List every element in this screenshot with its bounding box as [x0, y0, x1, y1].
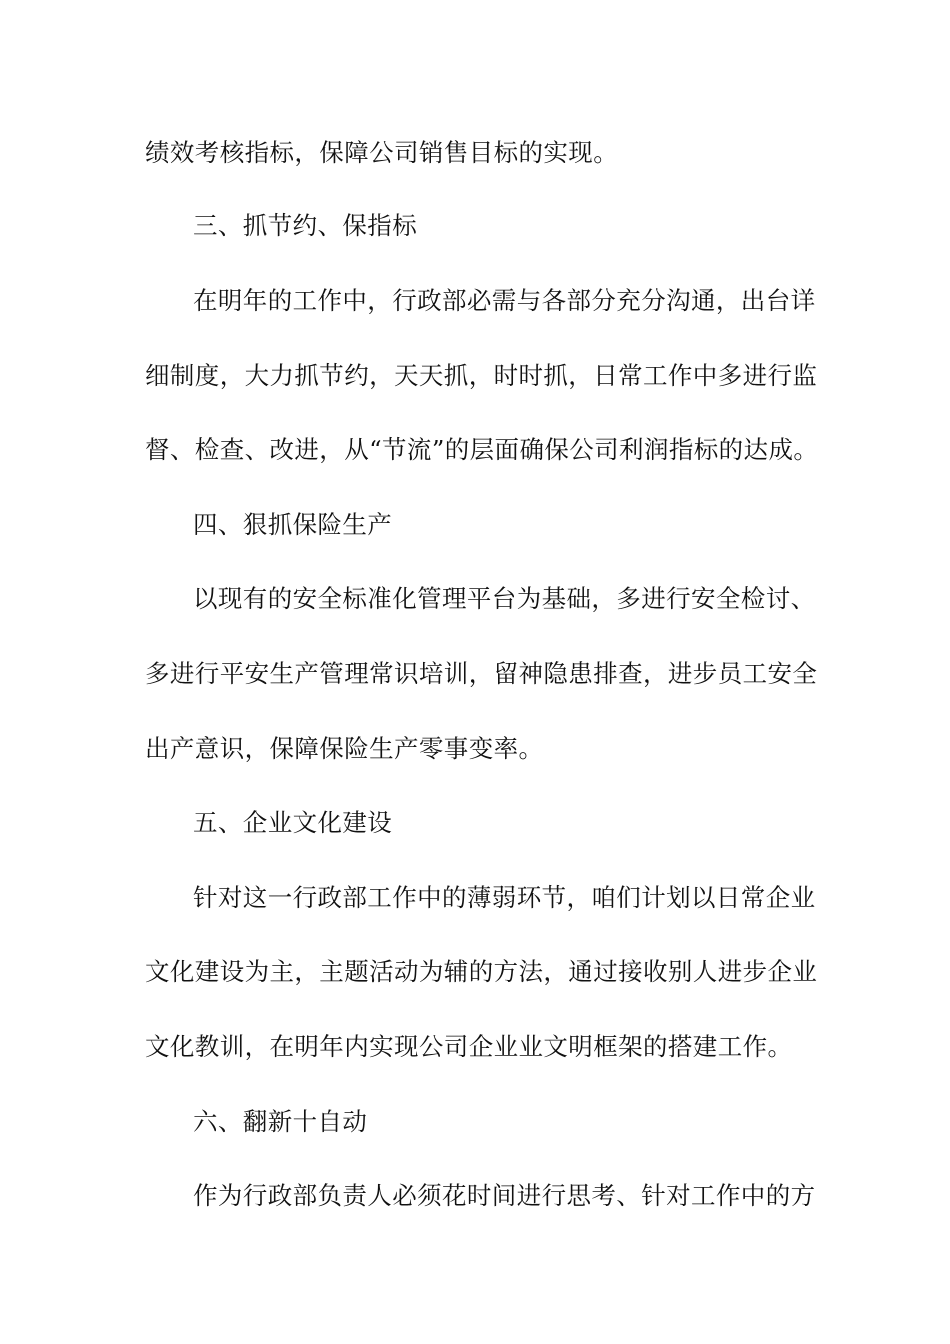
body-text-line: 多进行平安生产管理常识培训，留神隐患排查，进步员工安全 [145, 659, 818, 688]
section-heading: 六、翻新十自动 [193, 1107, 368, 1136]
body-text-line: 以现有的安全标准化管理平台为基础，多进行安全检讨、 [193, 584, 816, 613]
body-text-line: 作为行政部负责人必须花时间进行思考、针对工作中的方 [193, 1181, 816, 1210]
section-heading: 三、抓节约、保指标 [193, 211, 418, 240]
section-heading: 五、企业文化建设 [193, 808, 393, 837]
body-text-line: 文化建设为主，主题活动为辅的方法，通过接收别人进步企业 [145, 957, 818, 986]
body-text-line: 督、检查、改进，从“节流”的层面确保公司利润指标的达成。 [145, 435, 819, 464]
section-heading: 四、狠抓保险生产 [193, 510, 393, 539]
body-text-line: 细制度，大力抓节约，天天抓，时时抓，日常工作中多进行监 [145, 361, 818, 390]
body-text-line: 文化教训，在明年内实现公司企业业文明框架的搭建工作。 [145, 1032, 793, 1061]
body-text-line: 绩效考核指标，保障公司销售目标的实现。 [145, 138, 619, 167]
body-text-line: 在明年的工作中，行政部必需与各部分充分沟通，出台详 [193, 286, 816, 315]
body-text-line: 针对这一行政部工作中的薄弱环节，咱们计划以日常企业 [193, 883, 816, 912]
body-text-line: 出产意识，保障保险生产零事变率。 [145, 734, 544, 763]
